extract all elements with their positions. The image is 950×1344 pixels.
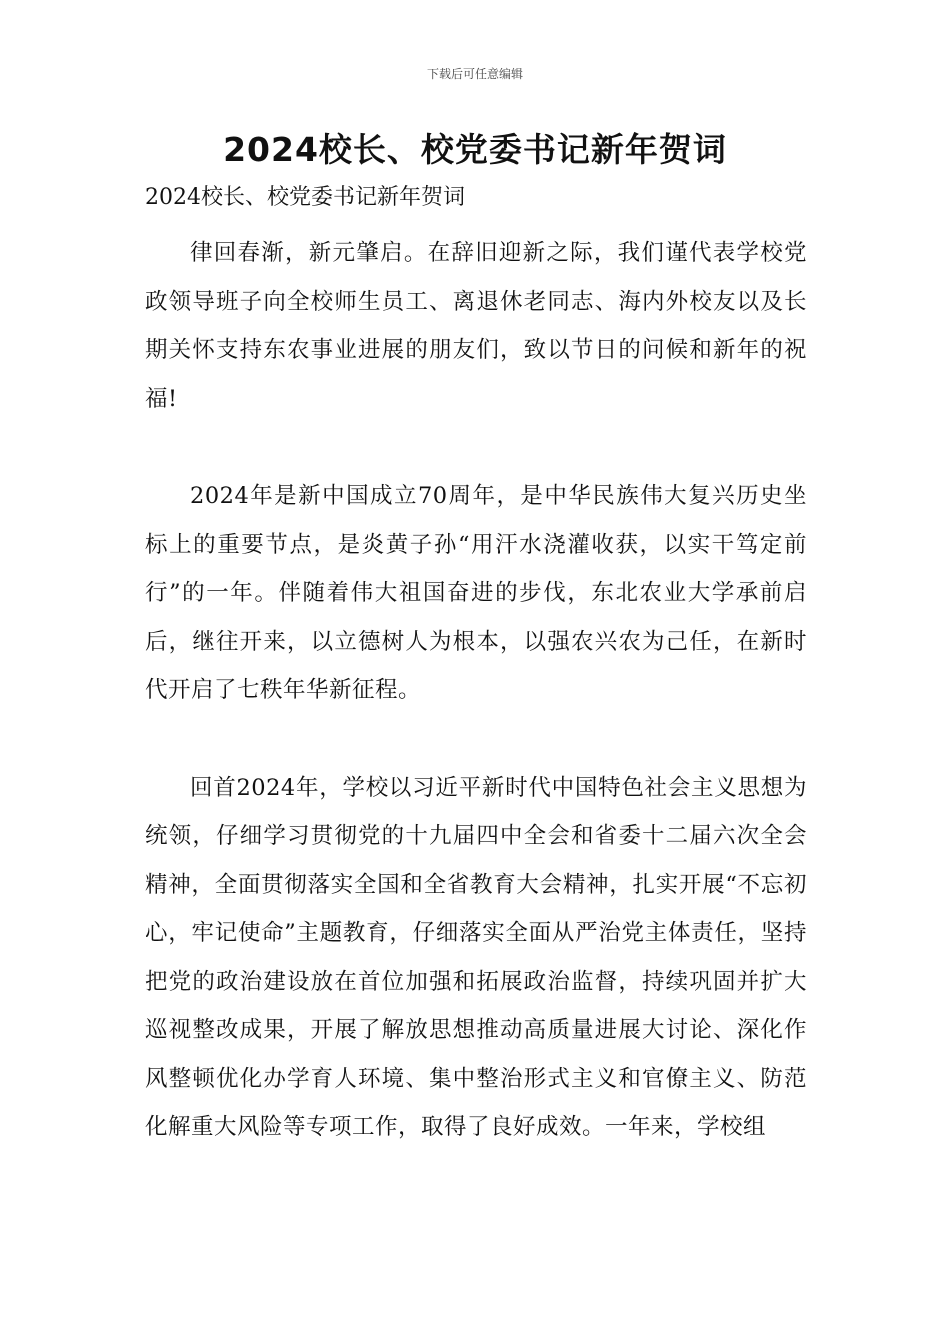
document-title: 2024校长、校党委书记新年贺词 xyxy=(223,130,727,169)
paragraph: 2024年是新中国成立70周年，是中华民族伟大复兴历史坐标上的重要节点，是炎黄子孙“用汗水浇灌收获，以实干笃定前行”的一年。伴随着伟大祖国奋进的步伐，东北农业大学承前启后，继往开来，以立德树人为根本，以强农兴农为己任，在新时代开启了七秩年华新征程。 xyxy=(145,483,807,703)
header-note: 下载后可任意编辑 xyxy=(426,67,523,81)
document-subtitle: 2024校长、校党委书记新年贺词 xyxy=(145,185,465,210)
paragraph: 律回春渐，新元肇启。在辞旧迎新之际，我们谨代表学校党政领导班子向全校师生员工、离退休老同志、海内外校友以及长期关怀支持东农事业进展的朋友们，致以节日的问候和新年的祝福! xyxy=(145,240,807,412)
paragraph: 回首2024年，学校以习近平新时代中国特色社会主义思想为统领，仔细学习贯彻党的十九届四中全会和省委十二届六次全会精神，全面贯彻落实全国和全省教育大会精神，扎实开展“不忘初心，牢记使命”主题教育，仔细落实全面从严治党主体责任，坚持把党的政治建设放在首位加强和拓展政治监督，持续巩固并扩大巡视整改成果，开展了解放思想推动高质量进展大讨论、深化作风整顿优化办学育人环境、集中整治形式主义和官僚主义、防范化解重大风险等专项工作，取得了良好成效。一年来，学校组 xyxy=(145,774,807,1140)
document-body xyxy=(145,178,807,1152)
